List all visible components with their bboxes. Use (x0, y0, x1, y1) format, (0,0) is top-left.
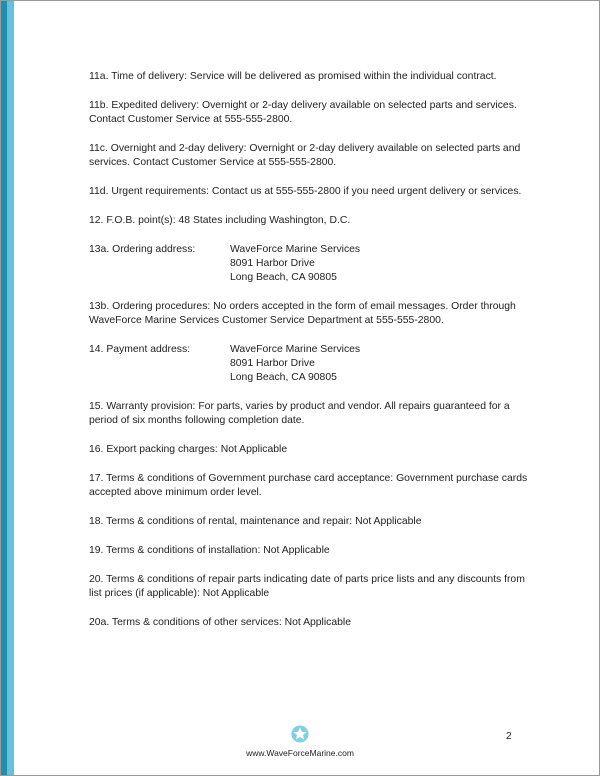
ordering-address-lines (230, 243, 360, 285)
ordering-address-line: Long Beach, CA 90805 (230, 272, 337, 283)
footer-website-url: www.WaveForceMarine.com (246, 748, 354, 758)
star-badge-icon (291, 725, 309, 743)
clause-11d: 11d. Urgent requirements: Contact us at 555-555-2800 if you need urgent delivery or services. (89, 186, 522, 197)
ordering-address-line: WaveForce Marine Services (230, 244, 361, 255)
payment-address-line: 8091 Harbor Drive (230, 358, 315, 369)
document-body (89, 70, 529, 645)
page-number: 2 (506, 731, 512, 742)
clause-18: 18. Terms & conditions of rental, maintenance and repair: Not Applicable (89, 516, 422, 527)
clause-16: 16. Export packing charges: Not Applicable (89, 444, 288, 455)
payment-address-line: WaveForce Marine Services (230, 344, 361, 355)
ordering-address-block (89, 243, 529, 285)
clause-11b: 11b. Expedited delivery: Overnight or 2-day delivery available on selected parts and services. Contact Customer Service at 555-555-2800. (89, 100, 517, 125)
clause-15: 15. Warranty provision: For parts, varies by product and vendor. All repairs guaranteed for a period of six months following completion date. (89, 401, 510, 426)
clause-19: 19. Terms & conditions of installation: Not Applicable (89, 545, 330, 556)
clause-20a: 20a. Terms & conditions of other services: Not Applicable (89, 617, 352, 628)
clause-20: 20. Terms & conditions of repair parts indicating date of parts price lists and any discounts from list prices (if applicable): Not Applicable (89, 574, 525, 599)
payment-address-line: Long Beach, CA 90805 (230, 372, 337, 383)
clause-13b: 13b. Ordering procedures: No orders accepted in the form of email messages. Order through WaveForce Marine Services Customer Service Department at 555-555-2800. (89, 301, 516, 326)
clause-11c: 11c. Overnight and 2-day delivery: Overnight or 2-day delivery available on selected parts and services. Contact Customer Service at 555-555-2800. (89, 143, 521, 168)
clause-17: 17. Terms & conditions of Government purchase card acceptance: Government purchase cards accepted above minimum order level. (89, 473, 528, 498)
payment-address-lines (230, 343, 360, 385)
payment-address-block (89, 343, 529, 385)
payment-address-label: 14. Payment address: (89, 344, 191, 355)
accent-stripe-light (7, 1, 14, 775)
ordering-address-line: 8091 Harbor Drive (230, 258, 315, 269)
ordering-address-label: 13a. Ordering address: (89, 244, 196, 255)
clause-12: 12. F.O.B. point(s): 48 States including Washington, D.C. (89, 215, 351, 226)
clause-11a: 11a. Time of delivery: Service will be delivered as promised within the individual contract. (89, 71, 497, 82)
